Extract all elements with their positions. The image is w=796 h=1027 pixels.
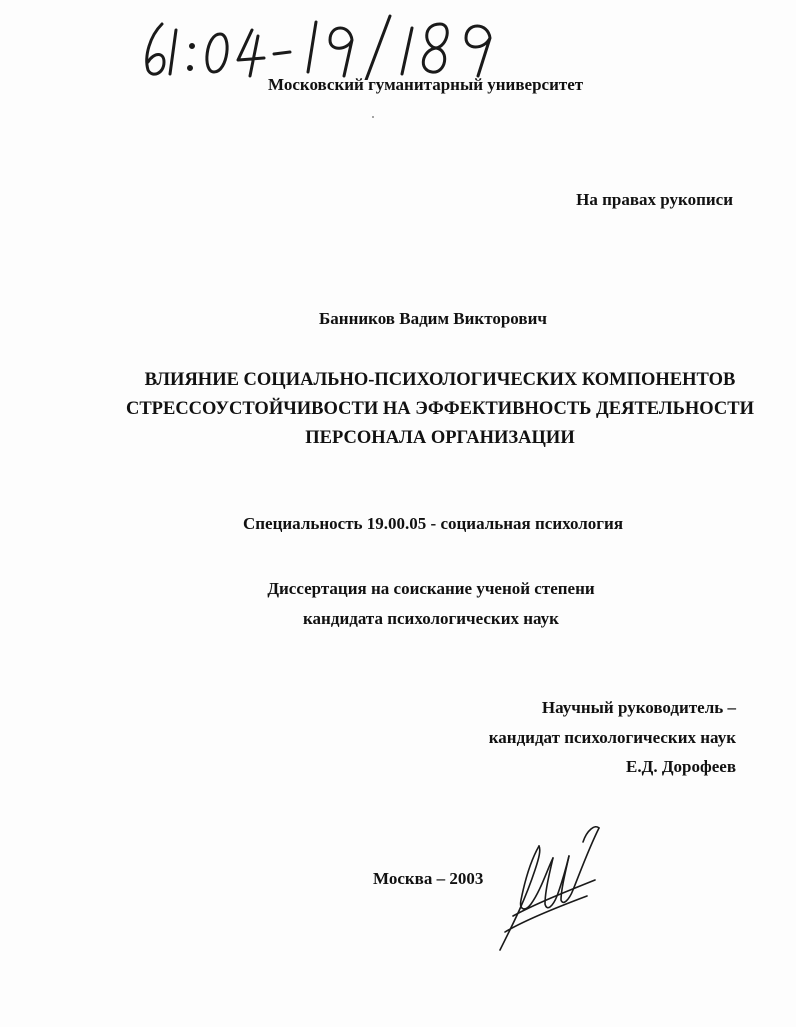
city-year: Москва – 2003 <box>373 869 484 888</box>
degree-line: Диссертация на соискание ученой степени <box>267 579 595 598</box>
supervisor-degree: кандидат психологических наук <box>488 727 736 747</box>
specialty: Специальность 19.00.05 - социальная психология <box>242 514 624 533</box>
supervisor-name: Е.Д. Дорофеев <box>626 757 736 776</box>
supervisor-block <box>489 693 736 782</box>
rights-note: На правах рукописи <box>576 190 733 209</box>
supervisor-role: Научный руководитель – <box>541 698 736 717</box>
title-line: СТРЕССОУСТОЙЧИВОСТИ НА ЭФФЕКТИВНОСТЬ ДЕЯТЕЛЬНОСТИ <box>125 399 754 419</box>
handwritten-catalog-number <box>140 10 510 80</box>
handwritten-signature <box>495 820 610 955</box>
author-name: Банников Вадим Викторович <box>319 309 547 328</box>
title-line: ВЛИЯНИЕ СОЦИАЛЬНО-ПСИХОЛОГИЧЕСКИХ КОМПОНЕНТОВ <box>144 370 736 390</box>
university-name: Московский гуманитарный университет <box>268 75 584 94</box>
title-line: ПЕРСОНАЛА ОРГАНИЗАЦИИ <box>305 428 575 448</box>
degree-line: кандидата психологических наук <box>303 608 559 628</box>
degree-statement <box>0 574 796 633</box>
dissertation-title <box>0 366 796 453</box>
scan-speck <box>372 116 374 118</box>
